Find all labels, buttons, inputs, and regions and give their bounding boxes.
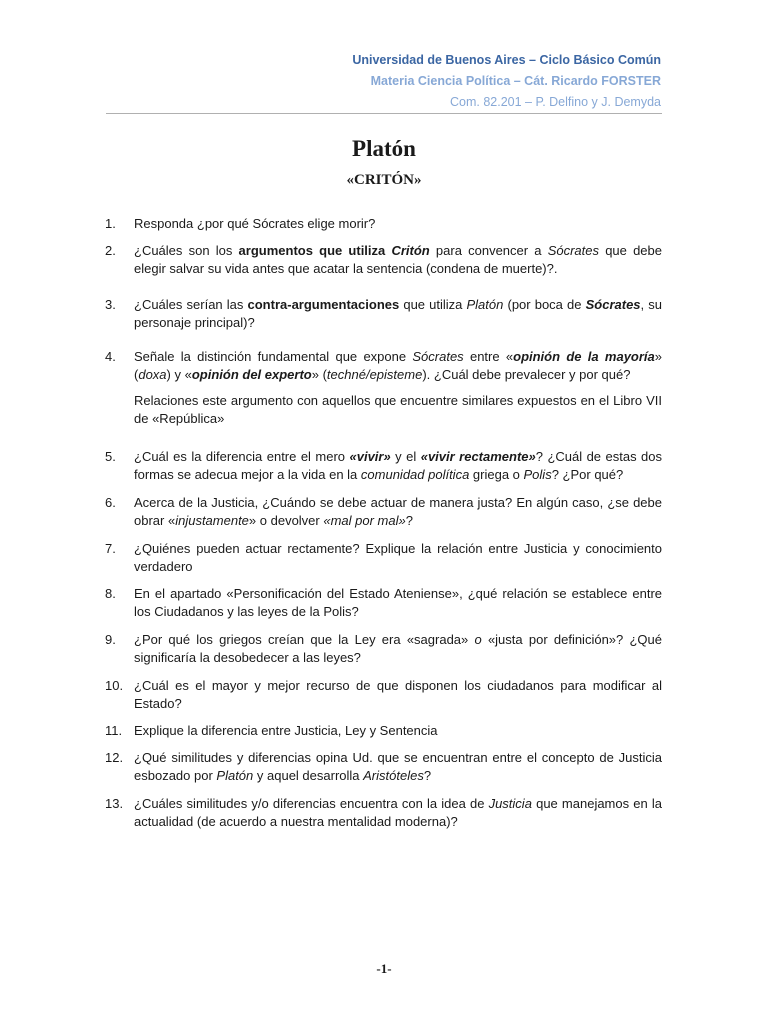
question-text: ¿Qué similitudes y diferencias opina Ud. que se encuentran entre el concepto de Justicia esbozado por Platón y aquel desarrolla Aristóteles? [134, 750, 662, 783]
question-number: 13. [105, 796, 124, 811]
question-number: 6. [105, 495, 116, 510]
question-number: 12. [105, 750, 124, 765]
question-item [105, 585, 662, 621]
question-item [105, 722, 662, 740]
page-title: Platón [352, 136, 416, 161]
question-item [105, 749, 662, 785]
question-text: ¿Cuáles serían las contra-argumentaciones que utiliza Platón (por boca de Sócrates, su personaje principal)? [134, 297, 662, 330]
question-number: 8. [105, 586, 116, 601]
question-number: 5. [105, 449, 116, 464]
question-item [105, 677, 662, 713]
question-item [105, 795, 662, 831]
page-number: -1- [376, 961, 392, 976]
document-header [352, 50, 661, 113]
question-item [105, 296, 662, 332]
question-item [105, 242, 662, 278]
question-number: 9. [105, 632, 116, 647]
question-item [105, 448, 662, 484]
question-text: Explique la diferencia entre Justicia, Ley y Sentencia [134, 723, 438, 738]
question-item [105, 494, 662, 530]
page-subtitle: «CRITÓN» [346, 172, 422, 188]
question-text: ¿Cuáles similitudes y/o diferencias encuentra con la idea de Justicia que manejamos en la actualidad (de acuerdo a nuestra mentalidad moderna)? [134, 796, 662, 829]
question-text: ¿Quiénes pueden actuar rectamente? Explique la relación entre Justicia y conocimiento verdadero [134, 541, 662, 574]
subject-line: Materia Ciencia Política – Cát. Ricardo FORSTER [370, 74, 661, 88]
question-number: 1. [105, 216, 116, 231]
question-number: 2. [105, 243, 116, 258]
question-number: 10. [105, 678, 124, 693]
question-number: 11. [105, 723, 123, 738]
question-text: Responda ¿por qué Sócrates elige morir? [134, 216, 376, 231]
question-item [105, 631, 662, 667]
question-text: ¿Cuál es el mayor y mejor recurso de que disponen los ciudadanos para modificar al Estado? [134, 678, 662, 711]
question-item [105, 348, 662, 428]
university-line: Universidad de Buenos Aires – Ciclo Básico Común [352, 53, 661, 67]
question-text: ¿Cuáles son los argumentos que utiliza Critón para convencer a Sócrates que debe elegir salvar su vida antes que acatar la sentencia (condena de muerte)?. [134, 243, 662, 276]
question-item [105, 215, 662, 233]
question-number: 7. [105, 541, 116, 556]
question-text: ¿Cuál es la diferencia entre el mero «vivir» y el «vivir rectamente»? ¿Cuál de estas dos formas se adecua mejor a la vida en la comunidad política griega o Polis? ¿Por qué? [134, 449, 662, 482]
question-number: 3. [105, 297, 116, 312]
header-divider [106, 113, 662, 114]
question-text: En el apartado «Personificación del Estado Ateniense», ¿qué relación se establece entre los Ciudadanos y las leyes de la Polis? [134, 586, 662, 619]
question-text: Acerca de la Justicia, ¿Cuándo se debe actuar de manera justa? En algún caso, ¿se debe obrar «injustamente» o devolver «mal por mal»? [134, 495, 662, 528]
question-followup: Relaciones este argumento con aquellos que encuentre similares expuestos en el Libro VII de «República» [134, 393, 662, 426]
question-text: ¿Por qué los griegos creían que la Ley era «sagrada» o «justa por definición»? ¿Qué significaría la desobedecer a las leyes? [134, 632, 662, 665]
commission-line: Com. 82.201 – P. Delfino y J. Demyda [450, 95, 661, 109]
question-number: 4. [105, 349, 116, 364]
question-text: Señale la distinción fundamental que expone Sócrates entre «opinión de la mayoría» (doxa) y «opinión del experto» (techné/episteme). ¿Cuál debe prevalecer y por qué? [134, 349, 663, 382]
question-item [105, 540, 662, 576]
